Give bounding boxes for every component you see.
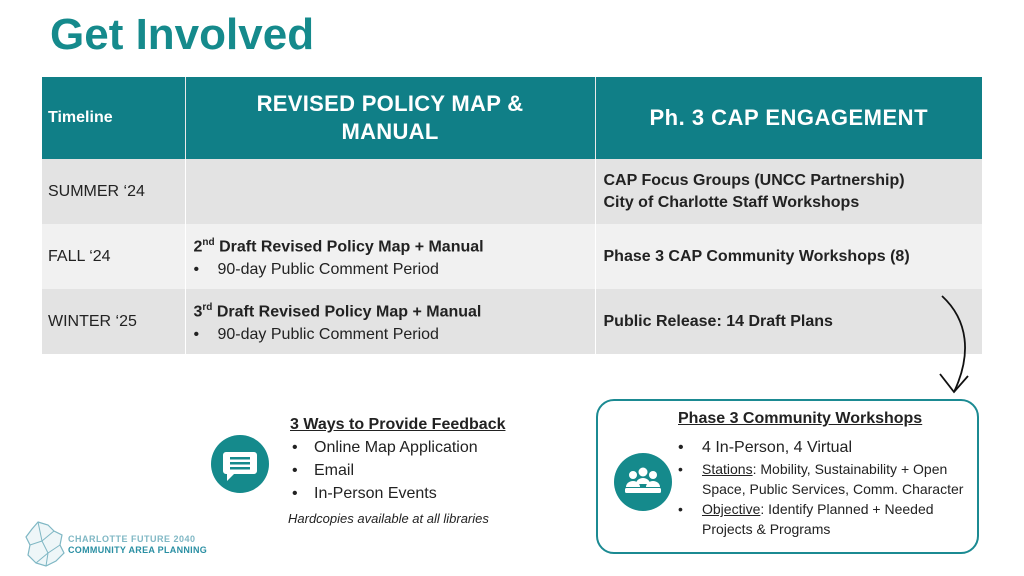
policy-cell: [185, 224, 595, 289]
policy-cell: [185, 159, 595, 224]
header-timeline: Timeline: [42, 77, 185, 159]
list-item: • Email: [292, 462, 355, 479]
header-cap-engagement: Ph. 3 CAP ENGAGEMENT: [595, 77, 982, 159]
feedback-list: [286, 436, 526, 505]
group-meeting-icon: [614, 453, 672, 511]
cap-line: Phase 3 CAP Community Workshops (8): [603, 247, 910, 265]
table-row: [42, 159, 982, 224]
policy-bullet: • 90-day Public Comment Period: [193, 325, 439, 343]
charlotte-2040-logo: [24, 519, 224, 569]
cap-cell: [595, 224, 982, 289]
timeline-cell: SUMMER ‘24: [42, 159, 185, 224]
list-item: • Online Map Application: [292, 439, 478, 456]
cap-cell: [595, 289, 982, 354]
curved-arrow-icon: [928, 292, 978, 402]
feedback-heading: 3 Ways to Provide Feedback: [290, 416, 506, 433]
workshops-box: [596, 399, 979, 554]
logo-line1: CHARLOTTE FUTURE 2040: [68, 534, 196, 544]
cap-cell: [595, 159, 982, 224]
table-row: [42, 289, 982, 354]
policy-title: 2nd Draft Revised Policy Map + Manual: [193, 237, 484, 256]
policy-title: 3rd Draft Revised Policy Map + Manual: [193, 302, 482, 321]
list-item: • Stations: Mobility, Sustainability + Open Space, Public Services, Comm. Character: [678, 461, 964, 497]
policy-cell: [185, 289, 595, 354]
page-title: Get Involved: [50, 10, 315, 59]
list-item: • In-Person Events: [292, 485, 437, 502]
cap-line: City of Charlotte Staff Workshops: [603, 193, 860, 211]
cap-line: Public Release: 14 Draft Plans: [603, 312, 833, 330]
workshops-heading: Phase 3 Community Workshops: [678, 410, 923, 427]
list-item: • 4 In-Person, 4 Virtual: [678, 439, 853, 456]
list-item: • Objective: Identify Planned + Needed Projects & Programs: [678, 501, 934, 537]
table-header-row: [42, 77, 982, 159]
logo-line2: COMMUNITY AREA PLANNING: [68, 545, 208, 555]
city-map-logo-icon: [24, 519, 66, 569]
feedback-section: [286, 416, 526, 526]
table-row: [42, 224, 982, 289]
cap-line: CAP Focus Groups (UNCC Partnership): [603, 171, 905, 189]
workshops-list: [678, 437, 973, 539]
policy-bullet: • 90-day Public Comment Period: [193, 260, 439, 278]
timeline-cell: FALL ‘24: [42, 224, 185, 289]
feedback-note: Hardcopies available at all libraries: [288, 511, 489, 526]
header-policy-map: REVISED POLICY MAP & MANUAL: [185, 77, 595, 159]
timeline-table: [42, 77, 982, 354]
timeline-cell: WINTER ‘25: [42, 289, 185, 354]
chat-bubble-icon: [211, 435, 269, 493]
